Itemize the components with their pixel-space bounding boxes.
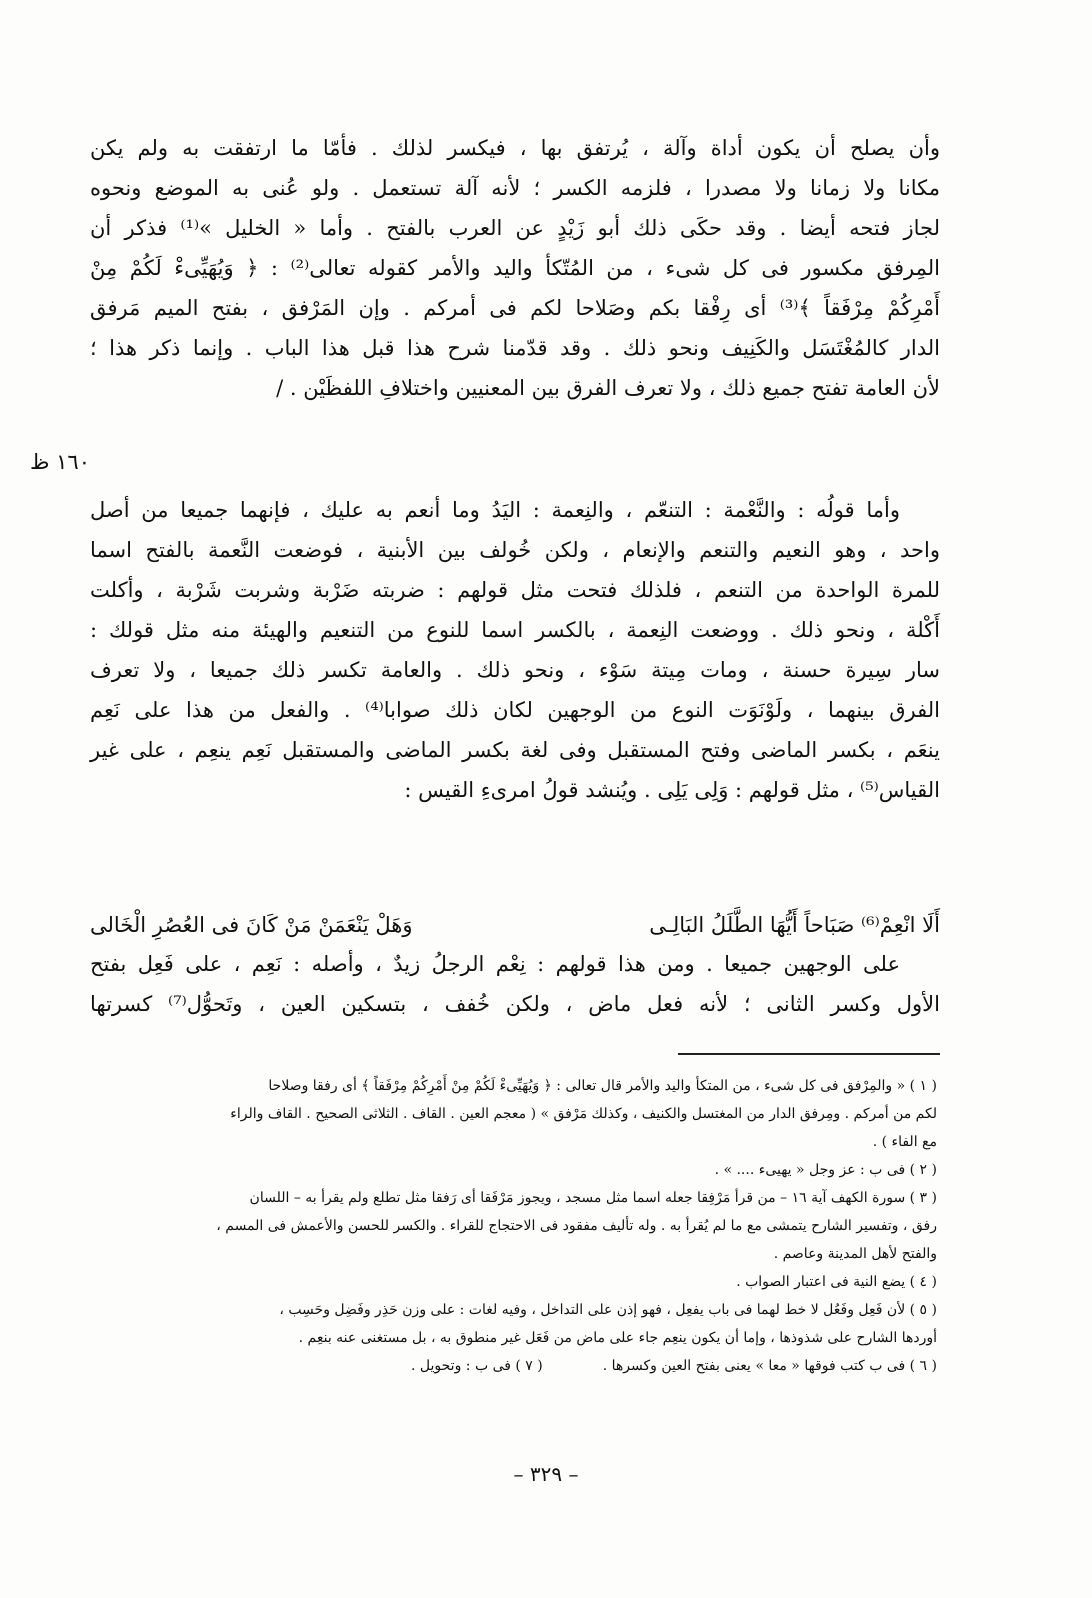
footnote-line: لكم من أمركم . ومِرفق الدار من المغتسل والكنيف ، وكذلك مَرْفق » ( معجم العين . القاف . الثلاثى الصحيح . القاف والراء [230, 1106, 937, 1122]
text-line: الدار كالمُغْتَسَل والكَنِيف ونحو ذلك . وقد قدّمنا شرح هذا قبل هذا الباب . وإنما ذكر هذا ؛ [90, 336, 940, 360]
footnote-line: ( ٣ ) سورة الكهف آية ١٦ – من قرأ مَرْفِقا جعله اسما مثل مسجد ، ويجوز مَرْفَقا أى رَفقا مثل تطلع ولم يقرأ به – اللسان [249, 1190, 937, 1206]
footnote-7: ( ٧ ) فى ب : وتحويل . [411, 1358, 543, 1374]
footnote-line [95, 1352, 937, 1380]
paragraph-3 [90, 944, 940, 1024]
text-line: واحد ، وهو النعيم والتنعم والإنعام ، ولكن خُولف بين الأبنية ، فوضعت النَّعمة بالفتح اسما [90, 538, 940, 562]
text-line: سار سِيرة حسنة ، ومات مِيتة سَوْء ، ونحو ذلك . والعامة تكسر ذلك جميعا ، ولا تعرف [90, 658, 940, 682]
text-line: الأول وكسر الثانى ؛ لأنه فعل ماض ، ولكن خُفف ، بتسكين العين ، وتَحوُّل⁽⁷⁾ كسرتها [90, 992, 940, 1016]
verse-first-hemistich: أَلَا انْعِمْ⁽⁶⁾ صَبَاحاً أَيُّهَا الطَّلَلُ البَالِـى [649, 913, 940, 937]
paragraph-1 [90, 128, 940, 408]
text-line: مكانا ولا زمانا ولا مصدرا ، فلزمه الكسر ؛ لأنه آلة تستعمل . ولو عُنى به الموضع ونحوه [90, 176, 940, 200]
footnotes [95, 1072, 937, 1380]
footnote-line: ( ٢ ) فى ب : عز وجل « يهيىء .... » . [714, 1162, 937, 1178]
text-line: المِرفق مكسور فى كل شىء ، من المُتّكأ واليد والأمر كقوله تعالى⁽²⁾ : ﴿ وَيُهَيِّىءْ لَكُمْ مِنْ [90, 256, 940, 280]
paragraph-2 [90, 490, 940, 810]
footnote-line: والفتح لأهل المدينة وعاصم . [773, 1246, 937, 1262]
text-line: الفرق بينهما ، ولَوْنَوَت النوع من الوجهين لكان ذلك صوابا⁽⁴⁾ . والفعل من هذا على نَعِم [90, 698, 940, 722]
text-line: أَكْلة ، ونحو ذلك . ووضعت النِعمة ، بالكسر اسما للنوع من التنعيم والهيئة منه مثل قولك : [90, 618, 940, 642]
footnote-line: ( ٤ ) يضع النية فى اعتبار الصواب . [736, 1274, 937, 1290]
text-line: وأن يصلح أن يكون أداة وآلة ، يُرتفق بها ، فيكسر لذلك . فأمّا ما ارتفقت به ولم يكن [90, 136, 940, 160]
verse-second-hemistich: وَهَلْ يَنْعَمَنْ مَنْ كَانَ فى العُصُرِ الْخَالى [90, 913, 413, 937]
footnote-line: ( ١ ) « والمِرْفق فى كل شىء ، من المتكأ واليد والأمر قال تعالى : ﴿ وَيُهَيِّىءْ لَكُمْ مِنْ أَمْرِكُمْ مِرْفَقاً ﴾ أى رفقا وصلاحا [268, 1078, 937, 1094]
text-line: القياس⁽⁵⁾ ، مثل قولهم : وَلِى يَلِى . ويُنشد قولُ امرىءِ القيس : [404, 778, 940, 802]
footnote-line: مع الفاء ) . [872, 1134, 937, 1150]
text-line: لأن العامة تفتح جميع ذلك ، ولا تعرف الفرق بين المعنيين واختلافِ اللفظَيْن . / [276, 376, 940, 400]
footnote-line: رفق ، وتفسير الشارح يتمشى مع ما لم يُقرأ به . وله تأليف مفقود فى الاحتجاج للقراء . والكسر للحسن والأعمش فى المسم ، [216, 1218, 937, 1234]
poetry-verse [90, 906, 940, 944]
footnote-line: أوردها الشارح على شذوذها ، وإما أن يكون ينعِم جاء على ماض من فَعَل غير منطوق به ، بل مستغنى عنه بنعِم . [298, 1330, 937, 1346]
text-line: لجاز فتحه أيضا . وقد حكَى ذلك أبو زَيْدٍ عن العرب بالفتح . وأما « الخليل »⁽¹⁾ فذكر أن [90, 216, 940, 240]
text-line: للمرة الواحدة من التنعم ، فلذلك فتحت مثل قولهم : ضربته ضَرْبة وشربت شَرْبة ، وأكلت [90, 578, 940, 602]
page-number: – ٣٢٩ – [513, 1462, 579, 1486]
text-line: على الوجهين جميعا . ومن هذا قولهم : نِعْم الرجلُ زيدٌ ، وأصله : نَعِم ، على فَعِل بفتح [90, 952, 900, 976]
footnote-separator [678, 1053, 940, 1055]
text-line: أَمْرِكُمْ مِرْفَقاً ﴾⁽³⁾ أى رِفْقا بكم وصَلاحا لكم فى أمركم . وإن المَرْفق ، بفتح الميم مَرفق [90, 296, 940, 320]
footnote-6: ( ٦ ) فى ب كتب فوقها « معا » يعنى بفتح العين وكسرها . [602, 1358, 937, 1374]
footnote-line: ( ٥ ) لأن فَعِل وفَعُل لا خط لهما فى باب يفعِل ، فهو إذن على التداخل ، وفيه لغات : على وزن حَذِر وفَضِل وحَسِب ، [279, 1302, 937, 1318]
text-line: وأما قولُه : والنَّعْمة : التنعّم ، والنِعمة : اليَدُ وما أنعم به عليك ، فإنهما جميعا من أصل [90, 498, 900, 522]
text-line: ينعَم ، بكسر الماضى وفتح المستقبل وفى لغة بكسر الماضى والمستقبل نَعِم ينعِم ، على غير [90, 738, 940, 762]
folio-margin-note: ١٦٠ ظ [30, 450, 90, 474]
